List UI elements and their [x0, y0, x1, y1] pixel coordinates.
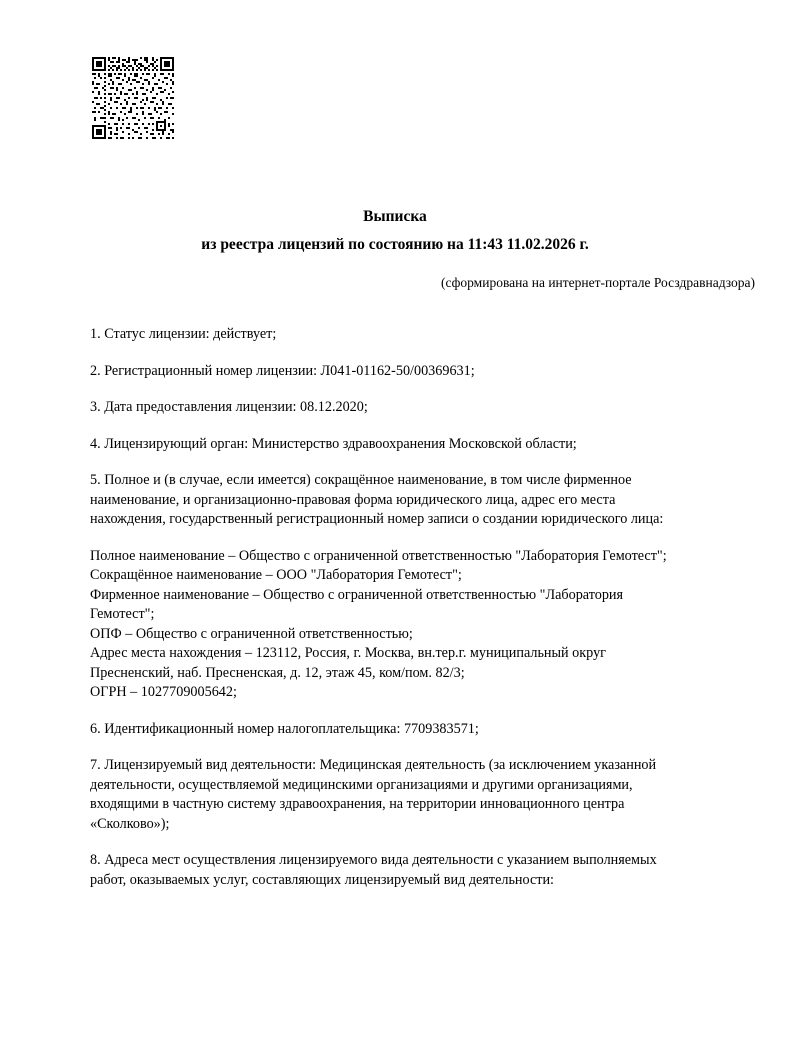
document-subtitle: (сформирована на интернет-портале Росздравнадзора) — [440, 275, 755, 290]
text-line: Фирменное наименование – Общество с ограниченной ответственностью "Лаборатория — [90, 586, 624, 603]
text-line: 3. Дата предоставления лицензии: 08.12.2020; — [90, 399, 368, 415]
text-line: 5. Полное и (в случае, если имеется) сокращённое наименование, в том числе фирменное — [90, 472, 632, 488]
text-line: нахождения, государственный регистрационный номер записи о создании юридического лица: — [90, 511, 664, 527]
text-line: работ, оказываемых услуг, составляющих лицензируемый вид деятельности: — [90, 871, 554, 888]
text-line: Полное наименование – Общество с ограниченной ответственностью "Лаборатория Гемотест"; — [90, 547, 667, 564]
paragraph-authority — [90, 435, 740, 455]
text-line: деятельности, осуществляемой медицинскими организациями и другими организациями, — [90, 776, 633, 793]
qr-code-icon — [92, 57, 174, 139]
text-line: ОГРН – 1027709005642; — [90, 684, 237, 700]
paragraph-names-details — [90, 547, 740, 703]
document-body — [90, 325, 740, 907]
text-line: 4. Лицензирующий орган: Министерство здравоохранения Московской области; — [90, 435, 577, 452]
text-line: 6. Идентификационный номер налогоплательщика: 7709383571; — [90, 720, 479, 737]
text-line: входящими в частную систему здравоохранения, на территории инновационного центра — [90, 796, 625, 812]
paragraph-inn — [90, 720, 740, 740]
document-title — [90, 203, 700, 259]
text-line: Адрес места нахождения – 123112, Россия, г. Москва, вн.тер.г. муниципальный округ — [90, 645, 606, 661]
paragraph-names-intro — [90, 471, 740, 530]
paragraph-status — [90, 325, 740, 345]
text-line: Гемотест"; — [90, 606, 155, 622]
text-line: 7. Лицензируемый вид деятельности: Медицинская деятельность (за исключением указанной — [90, 757, 657, 773]
text-line: Сокращённое наименование – ООО "Лаборатория Гемотест"; — [90, 567, 462, 583]
paragraph-addresses — [90, 851, 740, 890]
paragraph-date — [90, 398, 740, 418]
text-line: ОПФ – Общество с ограниченной ответственностью; — [90, 625, 413, 642]
text-line: наименование, и организационно-правовая форма юридического лица, адрес его места — [90, 491, 616, 508]
paragraph-reg-number — [90, 362, 740, 382]
text-line: 8. Адреса мест осуществления лицензируемого вида деятельности с указанием выполняемых — [90, 852, 657, 868]
paragraph-activity — [90, 756, 740, 834]
text-line: «Сколково»); — [90, 815, 170, 832]
text-line: 1. Статус лицензии: действует; — [90, 326, 277, 342]
title-line-2: из реестра лицензий по состоянию на 11:43 11.02.2026 г. — [201, 236, 589, 253]
text-line: 2. Регистрационный номер лицензии: Л041-01162-50/00369631; — [90, 362, 475, 379]
title-line-1: Выписка — [363, 208, 427, 225]
text-line: Пресненский, наб. Пресненская, д. 12, этаж 45, ком/пом. 82/3; — [90, 664, 465, 681]
